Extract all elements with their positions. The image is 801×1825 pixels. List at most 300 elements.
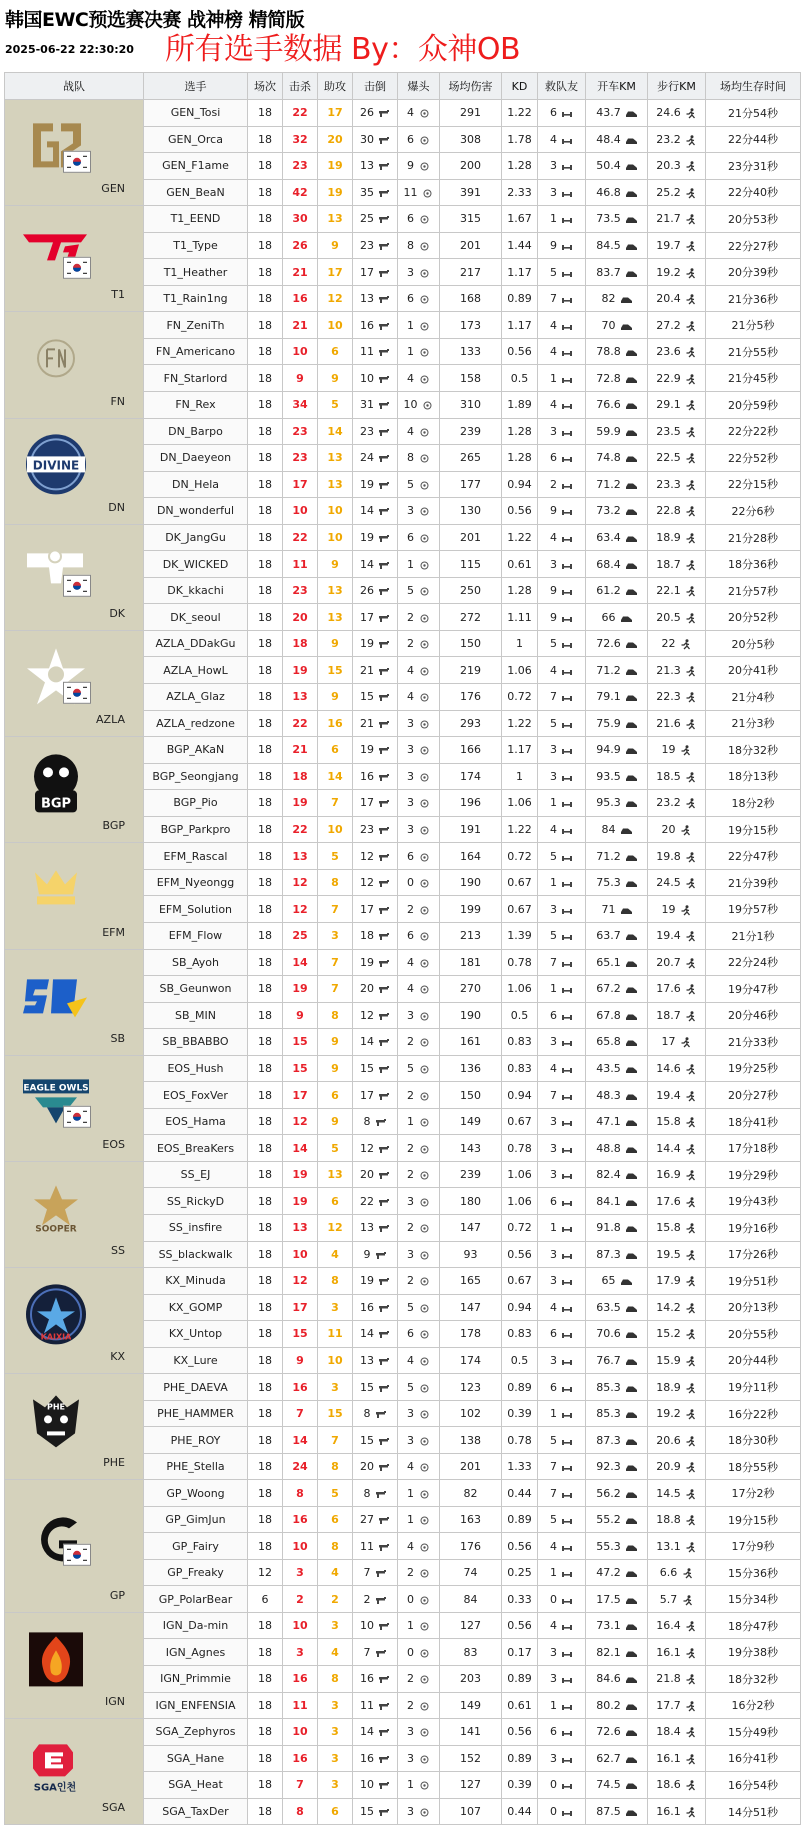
col-header-player[interactable]: 选手 (144, 73, 248, 100)
walk-km-cell (648, 1214, 706, 1241)
avg-damage-cell-value: 200 (460, 159, 481, 173)
player-name[interactable] (144, 1241, 248, 1268)
table-row[interactable] (5, 418, 801, 445)
avg-survival-cell (706, 949, 801, 976)
player-name[interactable] (144, 259, 248, 286)
team-abbr: BGP (102, 819, 125, 833)
revives-cell (538, 338, 586, 365)
walk-km-cell-wrap (656, 1725, 697, 1738)
avg-damage-cell-value: 149 (460, 1115, 481, 1129)
kills-cell-value: 11 (292, 1698, 308, 1712)
assists-cell (318, 1745, 353, 1772)
col-header-walk-km[interactable]: 步行KM (648, 73, 706, 100)
kills-cell (283, 684, 318, 711)
kills-cell-value: 9 (296, 1008, 304, 1022)
walk-km-cell (648, 471, 706, 498)
table-row[interactable] (5, 524, 801, 551)
table-row[interactable] (5, 206, 801, 233)
headshots-cell-wrap (407, 1460, 430, 1473)
player-name[interactable] (144, 1108, 248, 1135)
drive-km-cell-wrap (596, 664, 637, 677)
kd-cell-value: 1.11 (507, 610, 532, 624)
player-name[interactable] (144, 1374, 248, 1401)
player-name[interactable] (144, 471, 248, 498)
assists-cell-value: 16 (327, 716, 343, 730)
walk-km-cell (648, 1666, 706, 1693)
col-header-kills[interactable]: 击杀 (283, 73, 318, 100)
avg-survival-cell-value: 19分15秒 (728, 823, 778, 837)
player-name[interactable] (144, 153, 248, 180)
player-name[interactable] (144, 285, 248, 312)
team-cell[interactable] (5, 1480, 144, 1613)
drive-km-cell (586, 285, 648, 312)
player-name-text: EFM_Flow (168, 929, 223, 943)
kd-cell (502, 445, 538, 472)
col-header-team[interactable]: 战队 (5, 73, 144, 100)
player-name[interactable] (144, 710, 248, 737)
table-row[interactable] (5, 1161, 801, 1188)
revives-cell-wrap (550, 292, 573, 305)
target-icon (418, 1621, 430, 1630)
player-name[interactable] (144, 1294, 248, 1321)
player-name[interactable] (144, 1798, 248, 1825)
target-icon (418, 1276, 430, 1285)
kd-cell (502, 1612, 538, 1639)
medkit-icon (561, 1515, 573, 1524)
running-icon (685, 347, 697, 356)
player-name[interactable] (144, 1347, 248, 1374)
gun-icon (378, 374, 390, 383)
table-row[interactable] (5, 1374, 801, 1401)
team-cell[interactable] (5, 843, 144, 949)
col-header-knocks[interactable]: 击倒 (353, 73, 398, 100)
walk-km-cell-value: 16.4 (656, 1619, 681, 1633)
matches-cell (248, 232, 283, 259)
kd-cell-value: 0.56 (507, 1247, 532, 1261)
col-header-headshots[interactable]: 爆头 (398, 73, 440, 100)
running-icon (685, 161, 697, 170)
walk-km-cell (648, 1400, 706, 1427)
col-header-avg-damage[interactable]: 场均伤害 (440, 73, 502, 100)
drive-km-cell-wrap (596, 1619, 637, 1632)
table-row[interactable] (5, 737, 801, 764)
assists-cell-value: 20 (327, 132, 343, 146)
walk-km-cell-value: 24.5 (656, 876, 681, 890)
avg-survival-cell (706, 100, 801, 127)
knocks-cell-value: 20 (360, 1460, 374, 1474)
player-name[interactable] (144, 1612, 248, 1639)
target-icon (418, 1170, 430, 1179)
drive-km-cell-value: 71.2 (596, 663, 621, 677)
drive-km-cell (586, 1374, 648, 1401)
team-cell[interactable] (5, 1055, 144, 1161)
assists-cell (318, 1666, 353, 1693)
car-icon (625, 984, 637, 993)
kd-cell-value: 1.78 (507, 132, 532, 146)
player-name[interactable] (144, 232, 248, 259)
walk-km-cell-value: 14.2 (656, 1300, 681, 1314)
headshots-cell (398, 312, 440, 339)
kd-cell (502, 1586, 538, 1613)
matches-cell (248, 1294, 283, 1321)
player-name[interactable] (144, 790, 248, 817)
player-name[interactable] (144, 498, 248, 525)
kd-cell-value: 0.56 (507, 504, 532, 518)
player-name[interactable] (144, 365, 248, 392)
player-name[interactable] (144, 657, 248, 684)
gun-icon (378, 958, 390, 967)
matches-cell (248, 1241, 283, 1268)
walk-km-cell-wrap (656, 504, 697, 517)
headshots-cell-wrap (407, 531, 430, 544)
player-name[interactable] (144, 577, 248, 604)
avg-survival-cell (706, 1692, 801, 1719)
player-name[interactable] (144, 896, 248, 923)
svg-text:EAGLE OWLS: EAGLE OWLS (23, 1083, 89, 1094)
team-cell[interactable] (5, 524, 144, 630)
knocks-cell-value: 16 (360, 318, 374, 332)
player-name[interactable] (144, 1161, 248, 1188)
player-name[interactable] (144, 1029, 248, 1056)
player-name[interactable] (144, 1135, 248, 1162)
player-name[interactable] (144, 1214, 248, 1241)
player-name[interactable] (144, 1427, 248, 1454)
player-name[interactable] (144, 843, 248, 870)
matches-cell-value: 18 (258, 1221, 272, 1235)
assists-cell-value: 2 (331, 1592, 339, 1606)
player-name[interactable] (144, 1639, 248, 1666)
revives-cell (538, 1586, 586, 1613)
player-name[interactable] (144, 976, 248, 1003)
player-name[interactable] (144, 100, 248, 127)
player-name[interactable] (144, 1719, 248, 1746)
target-icon (422, 188, 434, 197)
avg-damage-cell-value: 136 (460, 1061, 481, 1075)
player-name[interactable] (144, 338, 248, 365)
player-name[interactable] (144, 1002, 248, 1029)
kills-cell (283, 1586, 318, 1613)
avg-damage-cell-value: 84 (463, 1592, 478, 1606)
headshots-cell-value: 4 (407, 1353, 414, 1367)
target-icon (418, 321, 430, 330)
matches-cell (248, 1639, 283, 1666)
player-name[interactable] (144, 1268, 248, 1295)
matches-cell-value: 18 (258, 292, 272, 306)
gun-icon (378, 905, 390, 914)
avg-damage-cell (440, 922, 502, 949)
player-name[interactable] (144, 1666, 248, 1693)
player-name[interactable] (144, 179, 248, 206)
korea-flag-icon (63, 575, 91, 597)
running-icon (685, 692, 697, 701)
team-cell[interactable] (5, 312, 144, 418)
table-row[interactable] (5, 843, 801, 870)
drive-km-cell-value: 63.4 (596, 531, 621, 545)
player-name[interactable] (144, 1453, 248, 1480)
assists-cell-value: 5 (331, 398, 339, 412)
player-name[interactable] (144, 418, 248, 445)
player-name[interactable] (144, 1772, 248, 1799)
target-icon (418, 719, 430, 728)
player-name[interactable] (144, 312, 248, 339)
knocks-cell-wrap (360, 1142, 390, 1155)
matches-cell (248, 1772, 283, 1799)
gun-icon (378, 161, 390, 170)
col-header-drive-km[interactable]: 开车KM (586, 73, 648, 100)
assists-cell (318, 1506, 353, 1533)
col-header-avg-survival[interactable]: 场均生存时间 (706, 73, 801, 100)
revives-cell (538, 922, 586, 949)
headshots-cell-wrap (407, 1778, 430, 1791)
drive-km-cell-value: 78.8 (596, 345, 621, 359)
team-cell[interactable] (5, 630, 144, 736)
avg-damage-cell (440, 1586, 502, 1613)
walk-km-cell-value: 20.7 (656, 955, 681, 969)
table-row[interactable] (5, 100, 801, 127)
player-name[interactable] (144, 1082, 248, 1109)
car-icon (625, 1409, 637, 1418)
kd-cell-value: 1.67 (507, 212, 532, 226)
player-name[interactable] (144, 1559, 248, 1586)
gun-icon (378, 1011, 390, 1020)
medkit-icon (561, 586, 573, 595)
avg-damage-cell-value: 272 (460, 610, 481, 624)
knocks-cell (353, 790, 398, 817)
table-row[interactable] (5, 1055, 801, 1082)
team-cell[interactable] (5, 1719, 144, 1825)
walk-km-cell (648, 816, 706, 843)
drive-km-cell-wrap (596, 133, 637, 146)
drive-km-cell-wrap (596, 743, 637, 756)
player-name[interactable] (144, 524, 248, 551)
kills-cell-value: 12 (292, 902, 308, 916)
matches-cell (248, 338, 283, 365)
headshots-cell-value: 3 (407, 1008, 414, 1022)
target-icon (418, 1117, 430, 1126)
headshots-cell-wrap (407, 1062, 430, 1075)
team-abbr: AZLA (96, 713, 125, 727)
kd-cell (502, 949, 538, 976)
kills-cell (283, 1798, 318, 1825)
gun-icon (378, 692, 390, 701)
gun-icon (375, 1117, 387, 1126)
target-icon (418, 108, 430, 117)
team-cell[interactable] (5, 737, 144, 843)
team-cell[interactable] (5, 100, 144, 206)
avg-survival-cell-value: 20分39秒 (728, 266, 778, 280)
matches-cell (248, 630, 283, 657)
walk-km-cell-wrap (662, 1035, 692, 1048)
kd-cell (502, 1745, 538, 1772)
table-row[interactable] (5, 312, 801, 339)
assists-cell (318, 471, 353, 498)
walk-km-cell (648, 976, 706, 1003)
table-row[interactable] (5, 630, 801, 657)
matches-cell (248, 1480, 283, 1507)
avg-damage-cell (440, 1798, 502, 1825)
col-header-assists[interactable]: 助攻 (318, 73, 353, 100)
team-cell[interactable] (5, 949, 144, 1055)
player-name[interactable] (144, 1533, 248, 1560)
medkit-icon (561, 1568, 573, 1577)
kd-cell (502, 976, 538, 1003)
headshots-cell (398, 1347, 440, 1374)
assists-cell (318, 1055, 353, 1082)
player-name[interactable] (144, 604, 248, 631)
walk-km-cell (648, 1321, 706, 1348)
table-row[interactable] (5, 1612, 801, 1639)
player-name[interactable] (144, 1586, 248, 1613)
matches-cell (248, 816, 283, 843)
kd-cell (502, 1188, 538, 1215)
knocks-cell-value: 23 (360, 823, 374, 837)
headshots-cell (398, 896, 440, 923)
avg-survival-cell (706, 737, 801, 764)
col-header-matches[interactable]: 场次 (248, 73, 283, 100)
assists-cell (318, 445, 353, 472)
kd-cell-value: 0.83 (507, 1327, 532, 1341)
headshots-cell-wrap (407, 425, 430, 438)
revives-cell-value: 1 (550, 371, 557, 385)
drive-km-cell-value: 73.1 (596, 1619, 621, 1633)
drive-km-cell (586, 1639, 648, 1666)
assists-cell (318, 1268, 353, 1295)
table-row[interactable] (5, 1480, 801, 1507)
revives-cell (538, 869, 586, 896)
player-name[interactable] (144, 1055, 248, 1082)
headshots-cell (398, 790, 440, 817)
team-cell[interactable] (5, 1161, 144, 1267)
kd-cell (502, 1480, 538, 1507)
gun-icon (378, 1701, 390, 1710)
kills-cell-value: 17 (292, 1300, 308, 1314)
running-icon (685, 453, 697, 462)
player-name[interactable] (144, 1692, 248, 1719)
target-icon (418, 480, 430, 489)
table-row[interactable] (5, 1268, 801, 1295)
player-name[interactable] (144, 869, 248, 896)
player-name[interactable] (144, 816, 248, 843)
headshots-cell (398, 843, 440, 870)
team-cell[interactable] (5, 1374, 144, 1480)
player-name[interactable] (144, 1321, 248, 1348)
drive-km-cell-value: 82 (601, 292, 616, 306)
revives-cell-wrap (550, 1168, 573, 1181)
kills-cell-value: 8 (296, 1805, 304, 1819)
assists-cell-value: 12 (327, 292, 343, 306)
target-icon (418, 1223, 430, 1232)
player-name[interactable] (144, 737, 248, 764)
player-name[interactable] (144, 1506, 248, 1533)
team-cell[interactable] (5, 418, 144, 524)
kd-cell-value: 0.56 (507, 1539, 532, 1553)
avg-survival-cell-value: 21分45秒 (728, 372, 778, 386)
player-name-text: EOS_BreaKers (156, 1141, 235, 1155)
kills-cell (283, 1055, 318, 1082)
table-row[interactable] (5, 949, 801, 976)
player-name[interactable] (144, 1400, 248, 1427)
avg-survival-cell-value: 18分36秒 (728, 558, 778, 572)
player-name[interactable] (144, 630, 248, 657)
player-name[interactable] (144, 445, 248, 472)
target-icon (418, 586, 430, 595)
kills-cell-value: 23 (292, 584, 308, 598)
team-cell[interactable] (5, 1612, 144, 1718)
player-name[interactable] (144, 551, 248, 578)
player-name[interactable] (144, 392, 248, 419)
drive-km-cell-value: 43.5 (596, 1061, 621, 1075)
headshots-cell-value: 6 (407, 929, 414, 943)
revives-cell-value: 5 (550, 1433, 557, 1447)
kd-cell (502, 1559, 538, 1586)
gun-icon (378, 1064, 390, 1073)
drive-km-cell-value: 55.3 (596, 1539, 621, 1553)
car-icon (625, 1648, 637, 1657)
kills-cell-value: 7 (296, 1778, 304, 1792)
headshots-cell-value: 3 (407, 504, 414, 518)
drive-km-cell (586, 843, 648, 870)
table-row[interactable] (5, 1719, 801, 1746)
revives-cell-wrap (550, 1460, 573, 1473)
knocks-cell (353, 1055, 398, 1082)
medkit-icon (561, 400, 573, 409)
player-name[interactable] (144, 763, 248, 790)
team-cell[interactable] (5, 1268, 144, 1374)
avg-damage-cell (440, 524, 502, 551)
matches-cell (248, 896, 283, 923)
drive-km-cell-value: 84 (601, 823, 616, 837)
player-name[interactable] (144, 684, 248, 711)
player-name[interactable] (144, 1745, 248, 1772)
revives-cell (538, 1082, 586, 1109)
drive-km-cell-wrap (596, 876, 637, 889)
kills-cell (283, 922, 318, 949)
col-header-kd[interactable]: KD (502, 73, 538, 100)
knocks-cell-wrap (360, 1327, 390, 1340)
player-name[interactable] (144, 126, 248, 153)
running-icon (685, 1250, 697, 1259)
player-name[interactable] (144, 1188, 248, 1215)
player-name[interactable] (144, 949, 248, 976)
car-icon (620, 825, 632, 834)
knocks-cell-value: 14 (360, 1035, 374, 1049)
avg-damage-cell-value: 213 (460, 929, 481, 943)
player-name[interactable] (144, 922, 248, 949)
walk-km-cell (648, 445, 706, 472)
col-header-revives[interactable]: 救队友 (538, 73, 586, 100)
revives-cell (538, 1745, 586, 1772)
avg-damage-cell (440, 1480, 502, 1507)
walk-km-cell (648, 1135, 706, 1162)
walk-km-cell (648, 684, 706, 711)
gun-icon (378, 321, 390, 330)
walk-km-cell (648, 843, 706, 870)
target-icon (418, 878, 430, 887)
revives-cell (538, 232, 586, 259)
drive-km-cell-value: 72.6 (596, 1725, 621, 1739)
drive-km-cell (586, 1559, 648, 1586)
knocks-cell-wrap (360, 770, 390, 783)
kills-cell-value: 10 (292, 1247, 308, 1261)
revives-cell-value: 6 (550, 1380, 557, 1394)
player-name[interactable] (144, 206, 248, 233)
kills-cell-value: 9 (296, 1353, 304, 1367)
headshots-cell-wrap (407, 637, 430, 650)
target-icon (418, 1780, 430, 1789)
team-cell[interactable] (5, 206, 144, 312)
player-name[interactable] (144, 1480, 248, 1507)
revives-cell-wrap (550, 478, 573, 491)
